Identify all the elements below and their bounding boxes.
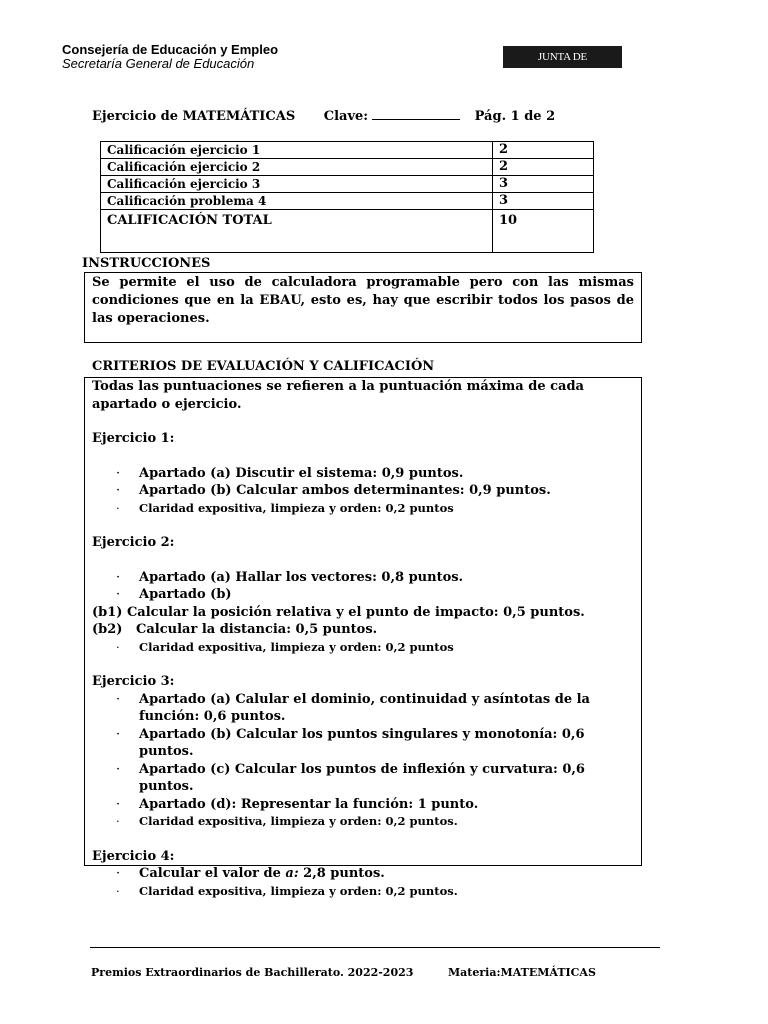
- exercise-4-title: Ejercicio 4:: [92, 848, 175, 864]
- bullet-icon: ·: [116, 814, 120, 828]
- criterion-text: Claridad expositiva, limpieza y orden: 0,2 puntos: [139, 500, 454, 515]
- criterion-text: Apartado (a) Calular el dominio, continuidad y asíntotas de la función: 0,6 puntos.: [139, 691, 590, 724]
- grade-label: Calificación ejercicio 3: [101, 176, 493, 193]
- footer-divider: [90, 947, 660, 948]
- page-number: Pág. 1 de 2: [474, 109, 556, 124]
- list-item: [92, 586, 634, 604]
- instructions-box: [84, 272, 642, 343]
- bullet-icon: ·: [116, 500, 120, 515]
- criterion-text: Calcular el valor de: [139, 866, 286, 881]
- clave-label: Clave:: [323, 109, 369, 124]
- grade-label: Calificación ejercicio 1: [101, 142, 493, 159]
- grade-value: 2: [493, 159, 594, 176]
- bullet-icon: ·: [116, 465, 121, 481]
- total-value: 10: [493, 210, 594, 253]
- bullet-icon: ·: [116, 726, 121, 742]
- criterion-text: Apartado (a) Hallar los vectores: 0,8 puntos.: [139, 569, 464, 585]
- grade-value: 3: [493, 176, 594, 193]
- list-item: [92, 813, 634, 831]
- instructions-text: Se permite el uso de calculadora programable pero con las mismas condiciones que en la EBAU, esto es, hay que escribir todos los pasos de las operaciones.: [92, 275, 634, 326]
- bullet-icon: ·: [116, 587, 121, 602]
- bullet-icon: ·: [116, 866, 121, 881]
- bullet-icon: ·: [116, 639, 120, 654]
- criterion-text: Apartado (d): Representar la función: 1 punto.: [139, 796, 479, 812]
- criteria-box: [84, 377, 642, 898]
- criterion-text: Apartado (b) Calcular ambos determinantes: 0,9 puntos.: [139, 483, 551, 498]
- criterion-text: Claridad expositiva, limpieza y orden: 0,2 puntos.: [139, 883, 458, 898]
- list-item: [92, 883, 634, 901]
- criterion-text: Apartado (b) Calcular los puntos singulares y monotonía: 0,6 puntos.: [139, 726, 585, 759]
- list-item: [92, 726, 634, 761]
- list-item: [92, 761, 634, 796]
- grades-table: [100, 141, 594, 253]
- junta-extremadura-logo: JUNTA DE EXTREMADURA: [503, 46, 622, 68]
- instructions-title: INSTRUCCIONES: [82, 256, 211, 271]
- criterion-b1: (b1) Calcular la posición relativa y el punto de impacto: 0,5 puntos.: [92, 604, 585, 620]
- criterion-text: Claridad expositiva, limpieza y orden: 0,2 puntos: [139, 639, 454, 654]
- table-row: [101, 176, 594, 193]
- criteria-title: CRITERIOS DE EVALUACIÓN Y CALIFICACIÓN: [92, 359, 435, 374]
- list-item: [92, 465, 634, 483]
- variable-a: a:: [285, 866, 299, 881]
- exercise-2-title: Ejercicio 2:: [92, 535, 175, 550]
- exam-subject: Ejercicio de MATEMÁTICAS: [92, 109, 296, 124]
- criterion-text: 2,8 puntos.: [298, 866, 385, 881]
- bullet-icon: ·: [116, 691, 121, 707]
- bullet-icon: ·: [116, 796, 121, 812]
- list-item: [92, 569, 634, 587]
- table-row: [101, 159, 594, 176]
- clave-blank-line: [372, 107, 460, 120]
- list-item: [92, 691, 634, 726]
- bullet-icon: ·: [116, 569, 121, 585]
- criterion-text: Apartado (b): [139, 587, 232, 602]
- exercise-3-title: Ejercicio 3:: [92, 674, 175, 689]
- total-label: CALIFICACIÓN TOTAL: [101, 210, 493, 253]
- grade-value: 2: [493, 142, 594, 159]
- criterion-text: Apartado (a) Discutir el sistema: 0,9 puntos.: [139, 465, 464, 481]
- list-item: [92, 639, 634, 657]
- grade-label: Calificación problema 4: [101, 193, 493, 210]
- criterion-text: Apartado (c) Calcular los puntos de inflexión y curvatura: 0,6 puntos.: [139, 761, 585, 794]
- list-item: [92, 796, 634, 814]
- list-item: [92, 482, 634, 500]
- footer-left-text: Premios Extraordinarios de Bachillerato. 2022-2023: [91, 966, 414, 979]
- list-item: [92, 500, 634, 518]
- table-row: [101, 193, 594, 210]
- criteria-intro: Todas las puntuaciones se refieren a la puntuación máxima de cada apartado o ejercicio.: [92, 379, 584, 412]
- grade-value: 3: [493, 193, 594, 210]
- exam-title-line: [92, 107, 555, 124]
- table-row: [101, 142, 594, 159]
- footer-right-text: Materia:MATEMÁTICAS: [448, 966, 596, 979]
- list-item: [92, 865, 634, 883]
- criterion-text: Claridad expositiva, limpieza y orden: 0,2 puntos.: [139, 814, 458, 828]
- header-secretaria: Secretaría General de Educación: [62, 56, 255, 71]
- exercise-1-title: Ejercicio 1:: [92, 431, 175, 446]
- bullet-icon: ·: [116, 483, 121, 498]
- grade-label: Calificación ejercicio 2: [101, 159, 493, 176]
- bullet-icon: ·: [116, 883, 120, 898]
- header-organization: Consejería de Educación y Empleo: [62, 42, 279, 57]
- bullet-icon: ·: [116, 761, 121, 777]
- criterion-b2: (b2) Calcular la distancia: 0,5 puntos.: [92, 622, 378, 637]
- total-row: [101, 210, 594, 253]
